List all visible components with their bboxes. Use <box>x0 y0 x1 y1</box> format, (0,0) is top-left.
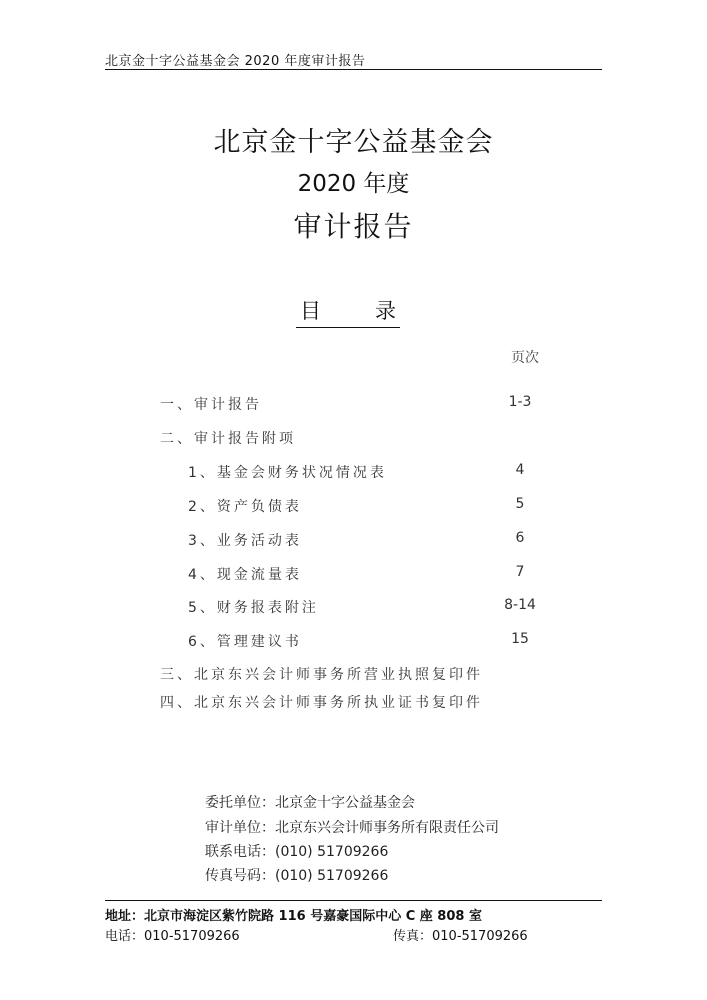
audit-unit: 审计单位：北京东兴会计师事务所有限责任公司 <box>205 820 499 836</box>
toc-page-header: 页次 <box>511 350 539 366</box>
toc-item-4: 2、资产负债表 <box>188 499 302 515</box>
toc-page-6: 7 <box>515 564 525 580</box>
toc-title-right: 录 <box>375 299 396 323</box>
toc-item-5: 3、业务活动表 <box>188 533 302 549</box>
toc-page-3: 4 <box>515 462 525 478</box>
running-header: 北京金十字公益基金会 2020 年度审计报告 <box>105 54 366 69</box>
toc-item-1: 一、审计报告 <box>160 397 262 413</box>
toc-item-6: 4、现金流量表 <box>188 567 302 583</box>
report-title-org: 北京金十字公益基金会 <box>213 127 494 158</box>
toc-page-1: 1-3 <box>508 394 532 410</box>
report-title-year: 2020 年度 <box>297 171 410 197</box>
toc-title-left: 目 <box>300 299 321 323</box>
toc-item-10: 四、北京东兴会计师事务所执业证书复印件 <box>160 695 483 711</box>
footer-address: 地址：北京市海淀区紫竹院路 116 号嘉豪国际中心 C 座 808 室 <box>105 909 482 924</box>
toc-item-2: 二、审计报告附项 <box>160 431 296 447</box>
toc-title <box>296 295 400 328</box>
toc-item-9: 三、北京东兴会计师事务所营业执照复印件 <box>160 667 483 683</box>
toc-page-7: 8-14 <box>504 597 536 613</box>
toc-item-7: 5、财务报表附注 <box>188 600 319 616</box>
header-divider <box>105 69 602 70</box>
footer-divider <box>105 900 602 901</box>
client-unit: 委托单位：北京金十字公益基金会 <box>205 795 415 811</box>
report-title-type: 审计报告 <box>293 210 414 243</box>
contact-fax: 传真号码：(010) 51709266 <box>205 868 389 884</box>
toc-item-3: 1、基金会财务状况情况表 <box>188 465 387 481</box>
footer-tel: 电话：010-51709266 <box>105 929 240 944</box>
toc-page-4: 5 <box>515 496 525 512</box>
toc-page-5: 6 <box>515 530 525 546</box>
footer-fax: 传真：010-51709266 <box>393 929 528 944</box>
contact-phone: 联系电话：(010) 51709266 <box>205 844 389 860</box>
toc-item-8: 6、管理建议书 <box>188 634 302 650</box>
toc-page-8: 15 <box>511 631 529 647</box>
